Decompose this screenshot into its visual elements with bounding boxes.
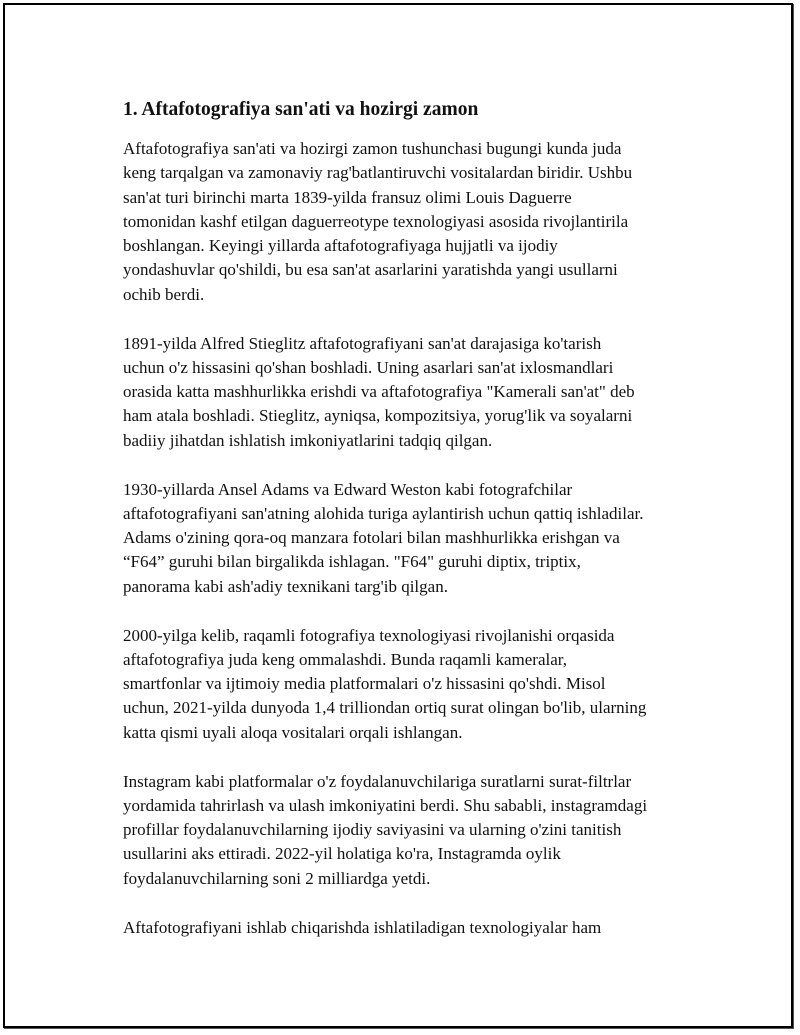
document-body	[120, 97, 695, 964]
text-line: smartfonlar va ijtimoiy media platformalari o'z hissasini qo'shdi. Misol	[123, 674, 606, 694]
text-line: Instagram kabi platformalar o'z foydalanuvchilariga suratlarni surat-filtrlar	[123, 771, 632, 791]
text-line: ham atala boshladi. Stieglitz, ayniqsa, kompozitsiya, yorug'lik va soyalarni	[123, 406, 633, 426]
text-line: 2000-yilga kelib, raqamli fotografiya texnologiyasi rivojlanishi orqasida	[123, 625, 615, 645]
paragraph-6	[123, 916, 695, 940]
text-line: profillar foydalanuvchilarning ijodiy saviyasini va ularning o'zini tanitish	[123, 820, 622, 840]
text-line: usullarini aks ettiradi. 2022-yil holatiga ko'ra, Instagramda oylik	[123, 844, 561, 864]
text-line: san'at turi birinchi marta 1839-yilda fransuz olimi Louis Daguerre	[123, 187, 572, 207]
text-line: badiiy jihatdan ishlatish imkoniyatlarini tadqiq qilgan.	[123, 430, 493, 450]
paragraph-3	[123, 478, 695, 599]
text-line: aftafotografiya juda keng ommalashdi. Bunda raqamli kameralar,	[123, 649, 567, 669]
text-line: yordamida tahrirlash va ulash imkoniyatini berdi. Shu sababli, instagramdagi	[123, 795, 648, 815]
text-line: “F64” guruhi bilan birgalikda ishlagan. "F64" guruhi diptix, triptix,	[123, 552, 581, 572]
text-line: Aftafotografiya san'ati va hozirgi zamon tushunchasi bugungi kunda juda	[123, 139, 622, 158]
text-line: uchun o'z hissasini qo'shan boshladi. Uning asarlari san'at ixlosmandlari	[123, 357, 614, 377]
paragraph-1	[123, 137, 695, 307]
text-line: Adams o'zining qora-oq manzara fotolari bilan mashhurlikka erishgan va	[123, 528, 620, 548]
text-line: yondashuvlar qo'shildi, bu esa san'at asarlarini yaratishda yangi usullarni	[123, 260, 618, 280]
text-line: foydalanuvchilarning soni 2 milliardga yetdi.	[123, 868, 431, 888]
paragraph-5	[123, 770, 695, 891]
text-line: 1891-yilda Alfred Stieglitz aftafotografiyani san'at darajasiga ko'tarish	[123, 333, 602, 353]
text-line: orasida katta mashhurlikka erishdi va aftafotografiya "Kamerali san'at" deb	[123, 382, 635, 402]
document-page	[3, 3, 793, 1028]
text-line: tomonidan kashf etilgan daguerreotype texnologiyasi asosida rivojlantirila	[123, 211, 629, 231]
text-line: panorama kabi ash'adiy texnikani targ'ib qilgan.	[123, 576, 448, 596]
text-line: 1930-yillarda Ansel Adams va Edward Weston kabi fotografchilar	[123, 479, 573, 499]
section-heading: 1. Aftafotografiya san'ati va hozirgi zamon	[123, 99, 479, 120]
text-line: katta qismi uyali aloqa vositalari orqali ishlangan.	[123, 722, 463, 742]
text-line: aftafotografiyani san'atning alohida turiga aylantirish uchun qattiq ishladilar.	[123, 503, 644, 523]
text-line: ochib berdi.	[123, 284, 205, 304]
paragraph-4	[123, 624, 695, 745]
text-line: keng tarqalgan va zamonaviy rag'batlantiruvchi vositalardan biridir. Ushbu	[123, 163, 633, 183]
paragraph-2	[123, 332, 695, 453]
text-line: boshlangan. Keyingi yillarda aftafotografiyaga hujjatli va ijodiy	[123, 236, 558, 256]
text-line: Aftafotografiyani ishlab chiqarishda ishlatiladigan texnologiyalar ham	[123, 917, 602, 937]
text-line: uchun, 2021-yilda dunyoda 1,4 trilliondan ortiq surat olingan bo'lib, ularning	[123, 698, 647, 718]
